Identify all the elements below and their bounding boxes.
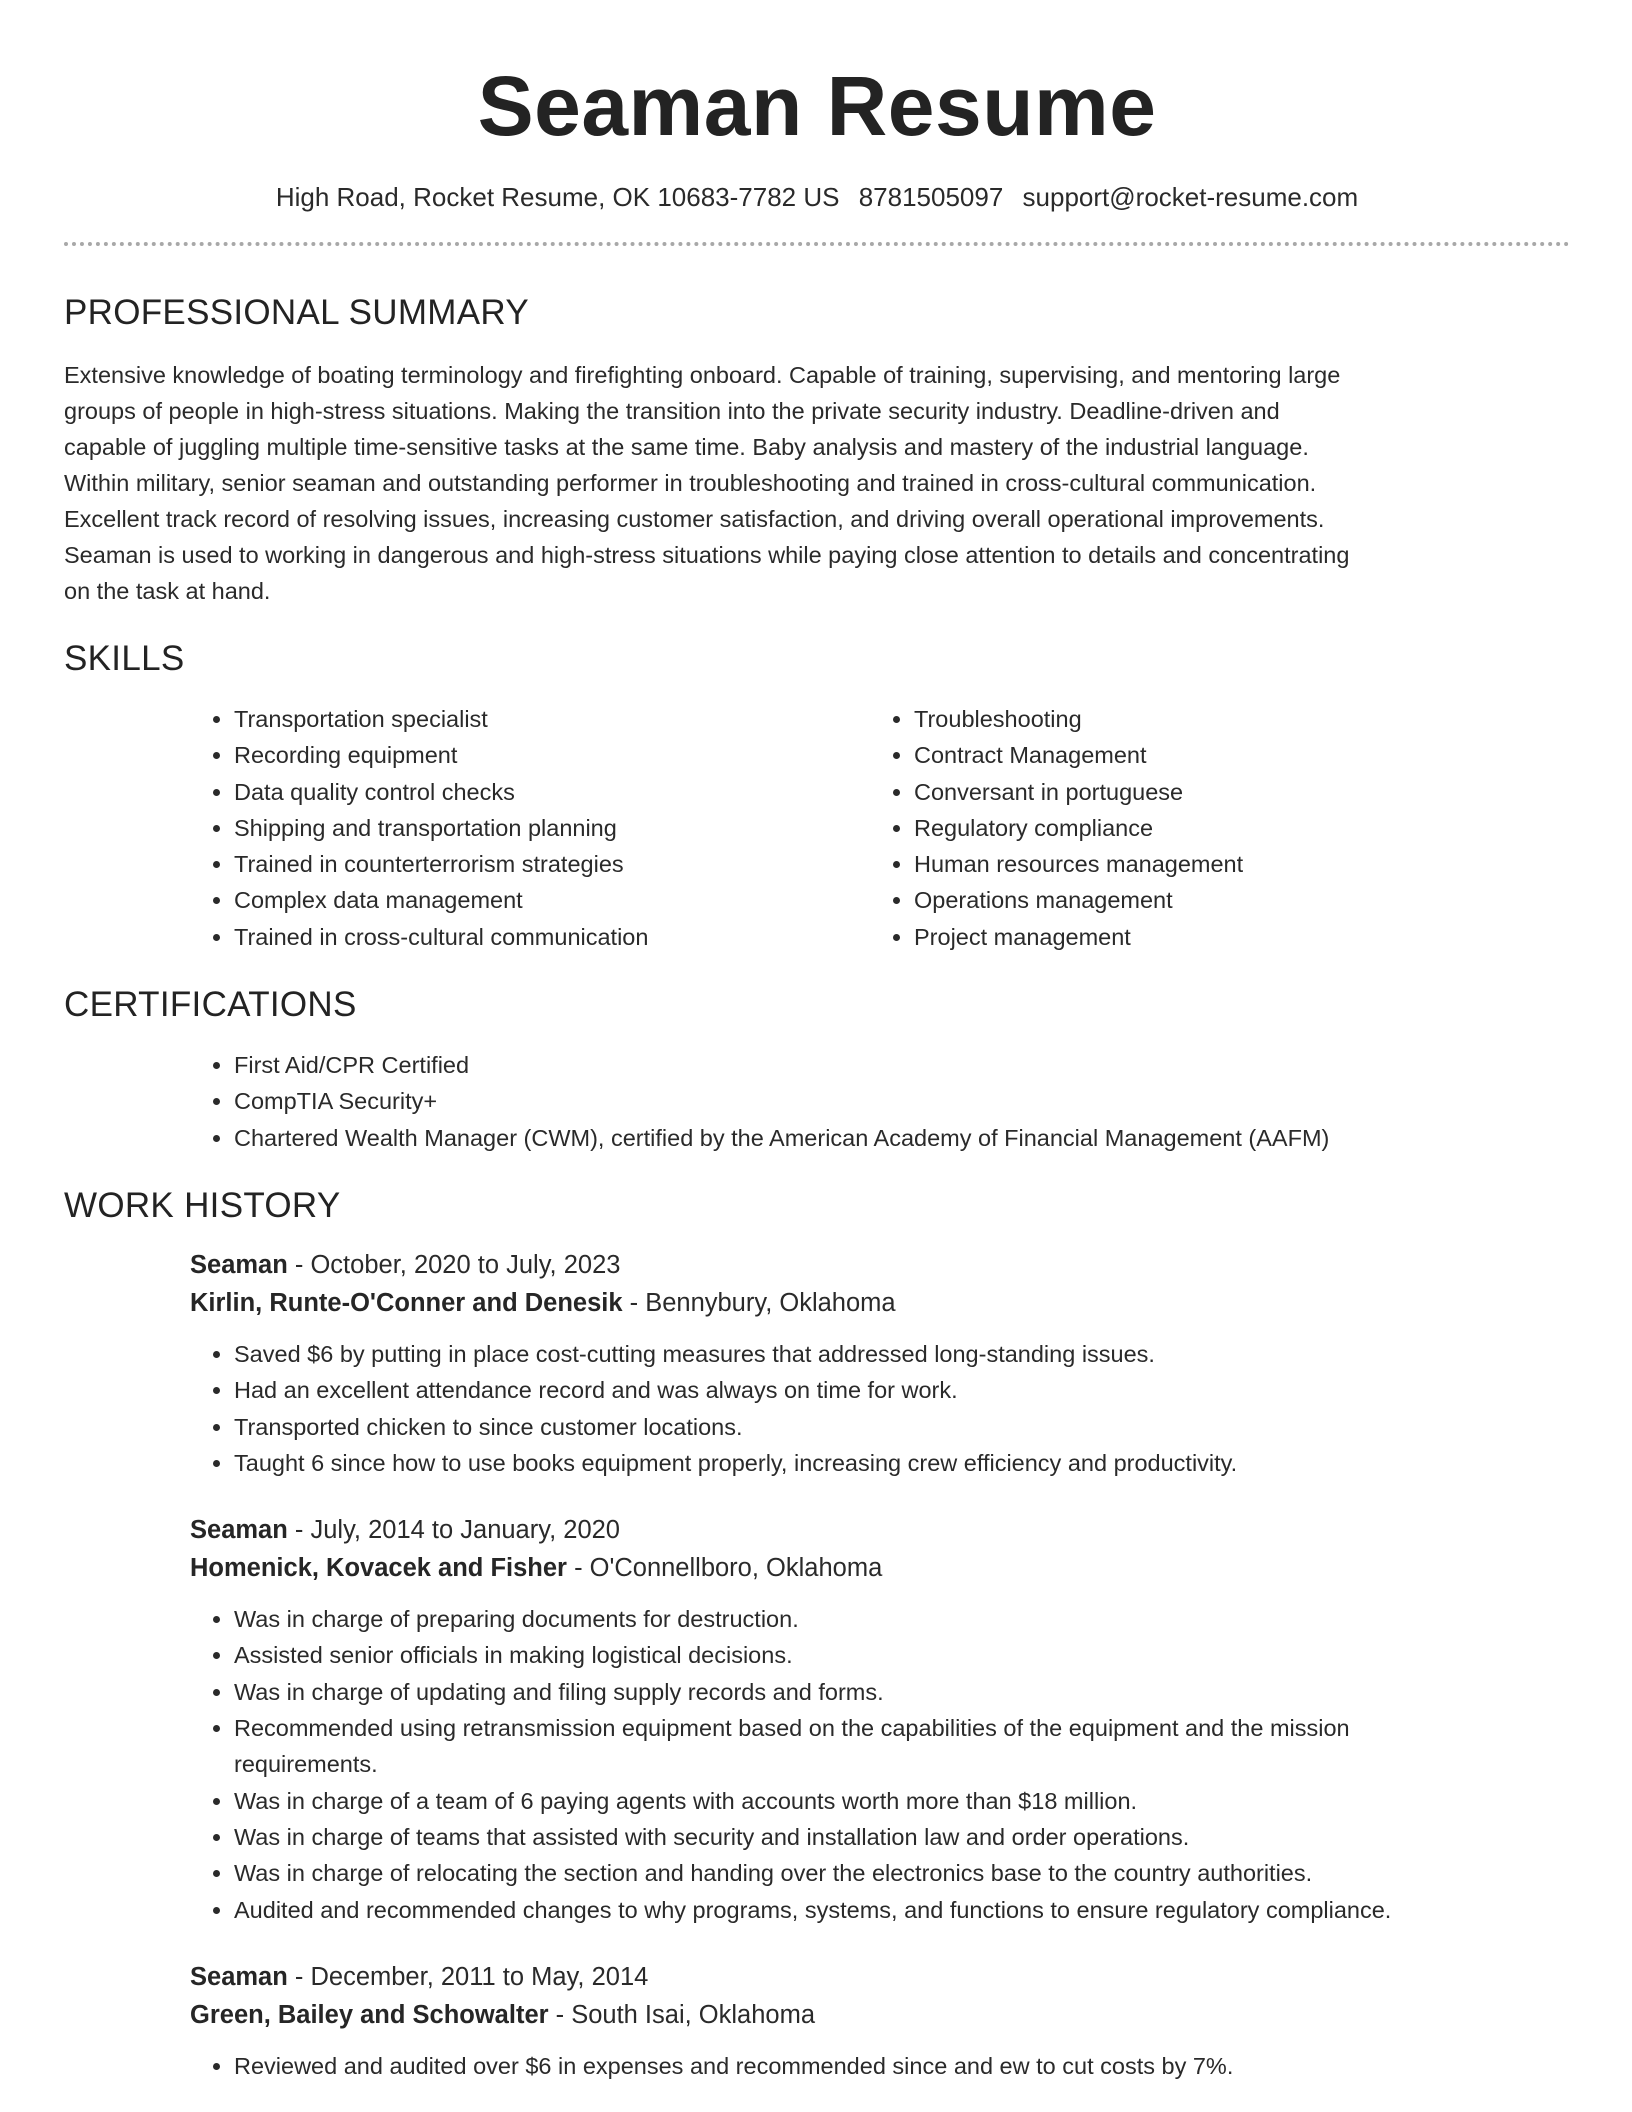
job-entry [190,1511,1570,1928]
job-bullet: • Was in charge of updating and filing supply records and forms. [234,1674,1570,1710]
job-bullet: • Audited and recommended changes to why programs, systems, and functions to ensure regulatory compliance. [234,1892,1570,1928]
job-company-line [190,1284,1570,1322]
job-bullet: • Had an excellent attendance record and was always on time for work. [234,1372,1570,1408]
skill-item: • Transportation specialist [234,701,870,737]
skill-item: • Project management [914,919,1550,955]
job-bullet: • Transported chicken to since customer locations. [234,1409,1570,1445]
job-dates: - July, 2014 to January, 2020 [287,1516,620,1545]
job-location: - Bennybury, Oklahoma [622,1288,896,1317]
job-role: Seaman [190,1516,288,1545]
skill-item: • Trained in counterterrorism strategies [234,846,870,882]
work-history-section [64,1184,1570,2084]
job-location: - O'Connellboro, Oklahoma [566,1554,883,1583]
summary-line: capable of juggling multiple time-sensitive tasks at the same time. Baby analysis and mastery of the industrial language. [64,434,1309,460]
resume-page [64,0,1570,2084]
skills-heading: SKILLS [64,639,185,678]
job-bullet: • Was in charge of teams that assisted with security and installation law and order operations. [234,1819,1570,1855]
contact-line [64,180,1570,214]
job-bullet: • Was in charge of preparing documents for destruction. [234,1601,1570,1637]
skill-item: • Regulatory compliance [914,810,1550,846]
job-title-line [190,1511,1570,1549]
job-bullet: • Taught 6 since how to use books equipment properly, increasing crew efficiency and productivity. [234,1445,1570,1481]
job-role: Seaman [190,1962,288,1991]
summary-line: Within military, senior seaman and outstanding performer in troubleshooting and trained in cross-cultural communication. [64,470,1317,496]
header-divider [64,242,1570,246]
job-bullet: • Saved $6 by putting in place cost-cutting measures that addressed long-standing issues. [234,1336,1570,1372]
certifications-section [64,983,1570,1156]
job-company: Green, Bailey and Schowalter [190,2000,549,2029]
job-bullet: • Was in charge of a team of 6 paying agents with accounts worth more than $18 million. [234,1783,1570,1819]
job-company-line [190,1549,1570,1587]
summary-line: Excellent track record of resolving issues, increasing customer satisfaction, and driving overall operational improvements. [64,506,1325,532]
certifications-heading: CERTIFICATIONS [64,985,357,1025]
job-bullets [190,2048,1570,2084]
certification-item: • CompTIA Security+ [234,1083,1570,1119]
skill-item: • Operations management [914,882,1550,918]
skill-item: • Complex data management [234,882,870,918]
job-bullet: • Assisted senior officials in making logistical decisions. [234,1637,1570,1673]
skill-item: • Trained in cross-cultural communication [234,919,870,955]
job-entry [190,1246,1570,1481]
job-bullet: • Was in charge of relocating the section and handing over the electronics base to the country authorities. [234,1855,1570,1891]
contact-phone: 8781505097 [858,182,1004,212]
job-title-line [190,1958,1570,1996]
job-location: - South Isai, Oklahoma [548,2000,816,2029]
job-company: Homenick, Kovacek and Fisher [190,1554,567,1583]
skill-item: • Contract Management [914,737,1550,773]
summary-line: Extensive knowledge of boating terminology and firefighting onboard. Capable of training, supervising, and mentoring large [64,362,1341,388]
summary-line: on the task at hand. [64,578,271,604]
job-role: Seaman [190,1250,288,1279]
contact-email[interactable]: support@rocket-resume.com [1022,182,1359,212]
summary-line: groups of people in high-stress situations. Making the transition into the private security industry. Deadline-driven and [64,398,1280,424]
job-company: Kirlin, Runte-O'Conner and Denesik [190,1288,623,1317]
skill-item: • Shipping and transportation planning [234,810,870,846]
skills-column-right [870,701,1550,955]
summary-heading: PROFESSIONAL SUMMARY [64,293,529,332]
skill-item: • Human resources management [914,846,1550,882]
job-bullet: • Reviewed and audited over $6 in expenses and recommended since and ew to cut costs by 7%. [234,2048,1570,2084]
job-entry [190,1958,1570,2084]
resume-title: Seaman Resume [477,59,1157,153]
job-company-line [190,1996,1570,2034]
job-title-line [190,1246,1570,1284]
job-bullet: • Recommended using retransmission equipment based on the capabilities of the equipment and the mission requirements. [234,1710,1414,1783]
summary-text [64,357,1570,609]
skills-section [64,637,1570,955]
job-bullets [190,1601,1570,1928]
job-dates: - October, 2020 to July, 2023 [287,1250,621,1279]
certification-item: • Chartered Wealth Manager (CWM), certified by the American Academy of Financial Management (AAFM) [234,1120,1570,1156]
skill-item: • Troubleshooting [914,701,1550,737]
work-history-heading: WORK HISTORY [64,1185,341,1225]
summary-section [64,291,1570,609]
certification-item: • First Aid/CPR Certified [234,1047,1570,1083]
skills-columns [190,701,1570,955]
summary-line: Seaman is used to working in dangerous and high-stress situations while paying close attention to details and concentrating [64,542,1350,568]
skills-column-left [190,701,870,955]
skill-item: • Recording equipment [234,737,870,773]
job-dates: - December, 2011 to May, 2014 [287,1962,649,1991]
job-bullets [190,1336,1570,1481]
skill-item: • Data quality control checks [234,774,870,810]
certifications-list [190,1047,1570,1156]
skill-item: • Conversant in portuguese [914,774,1550,810]
contact-address: High Road, Rocket Resume, OK 10683-7782 US [275,182,840,212]
